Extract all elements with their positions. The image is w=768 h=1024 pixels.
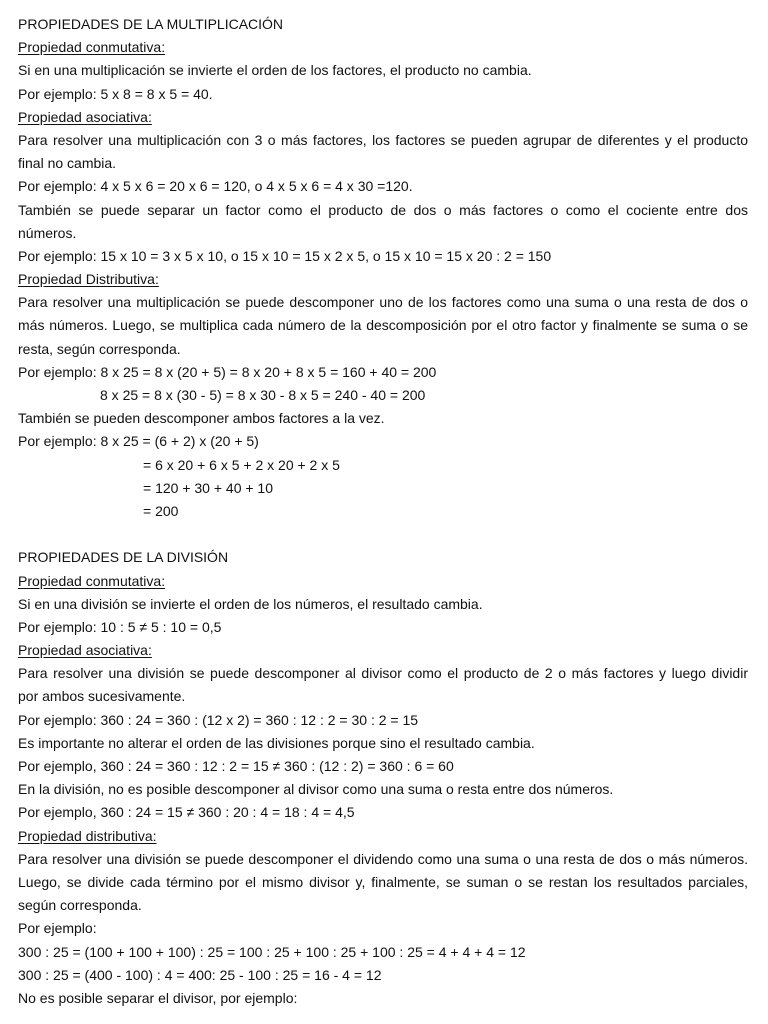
section-heading: PROPIEDADES DE LA MULTIPLICACIÓN <box>18 16 284 32</box>
paragraph-line: También se pueden descomponer ambos factores a la vez. <box>18 410 385 427</box>
division-section <box>18 546 748 1010</box>
property-title: Propiedad distributiva: <box>18 827 157 844</box>
example-line: Por ejemplo: 8 x 25 = (6 + 2) x (20 + 5) <box>18 433 259 450</box>
example-line: 300 : 25 = (400 - 100) : 4 = 400: 25 - 100 : 25 = 16 - 4 = 12 <box>18 966 382 983</box>
property-title: Propiedad asociativa: <box>18 642 152 659</box>
paragraph-line: por ambos sucesivamente. <box>18 688 186 705</box>
example-line: Por ejemplo: 15 x 10 = 3 x 5 x 10, o 15 x 10 = 15 x 2 x 5, o 15 x 10 = 15 x 20 : 2 = 150 <box>18 247 552 264</box>
example-line: Por ejemplo: 4 x 5 x 6 = 20 x 6 = 120, o 4 x 5 x 6 = 4 x 30 =120. <box>18 178 413 195</box>
example-line: Por ejemplo: 10 : 5 ≠ 5 : 10 = 0,5 <box>18 618 222 635</box>
property-title: Propiedad Distributiva: <box>18 271 159 288</box>
paragraph-line: Es importante no alterar el orden de las divisiones porque sino el resultado cambia. <box>18 734 535 751</box>
section-spacer <box>18 523 748 546</box>
document-page <box>18 13 748 1010</box>
example-step: = 6 x 20 + 6 x 5 + 2 x 20 + 2 x 5 <box>143 456 340 473</box>
example-step: = 120 + 30 + 40 + 10 <box>143 479 274 496</box>
example-line: Por ejemplo: 5 x 8 = 8 x 5 = 40. <box>18 85 213 102</box>
paragraph-line: Para resolver una multiplicación se puede descomponer uno de los factores como una suma o una resta de dos o <box>18 294 748 311</box>
paragraph-line: No es posible separar el divisor, por ejemplo: <box>18 989 298 1006</box>
property-title: Propiedad conmutativa: <box>18 572 166 589</box>
example-line: Por ejemplo: 360 : 24 = 360 : (12 x 2) = 360 : 12 : 2 = 30 : 2 = 15 <box>18 711 419 728</box>
paragraph-line: Luego, se divide cada término por el mismo divisor y, finalmente, se suman o se restan los resultados parciales, <box>18 873 748 890</box>
example-step: = 200 <box>143 502 179 519</box>
paragraph-line: final no cambia. <box>18 155 117 172</box>
example-line: Por ejemplo: <box>18 920 97 937</box>
multiplication-section <box>18 13 748 523</box>
paragraph-line: Para resolver una división se puede descomponer el dividendo como una suma o una resta de dos o más números. <box>18 850 748 867</box>
example-line: 300 : 25 = (100 + 100 + 100) : 25 = 100 : 25 + 100 : 25 + 100 : 25 = 4 + 4 + 4 = 12 <box>18 943 526 960</box>
section-heading: PROPIEDADES DE LA DIVISIÓN <box>18 549 229 566</box>
paragraph-line: resta, según corresponda. <box>18 340 181 357</box>
property-title: Propiedad conmutativa: <box>18 39 166 56</box>
paragraph-line: Para resolver una división se puede descomponer al divisor como el producto de 2 o más factores y luego dividir <box>18 665 748 682</box>
paragraph-line: según corresponda. <box>18 897 142 914</box>
paragraph-line: más números. Luego, se multiplica cada número de la descomposición por el otro factor y finalmente se suma o se <box>18 317 748 334</box>
property-title: Propiedad asociativa: <box>18 108 152 125</box>
paragraph-line: También se puede separar un factor como el producto de dos o más factores o como el cociente entre dos <box>18 201 748 218</box>
paragraph-line: En la división, no es posible descomponer al divisor como una suma o resta entre dos números. <box>18 781 614 798</box>
example-line: Por ejemplo: 8 x 25 = 8 x (20 + 5) = 8 x 20 + 8 x 5 = 160 + 40 = 200 <box>18 363 437 380</box>
example-line: 8 x 25 = 8 x (30 - 5) = 8 x 30 - 8 x 5 = 240 - 40 = 200 <box>100 387 426 403</box>
paragraph-line: Si en una división se invierte el orden de los números, el resultado cambia. <box>18 595 483 612</box>
example-line: Por ejemplo, 360 : 24 = 15 ≠ 360 : 20 : 4 = 18 : 4 = 4,5 <box>18 804 355 821</box>
paragraph-line: números. <box>18 224 77 241</box>
paragraph-line: Para resolver una multiplicación con 3 o más factores, los factores se pueden agrupar de diferentes y el producto <box>18 131 748 148</box>
example-line: Por ejemplo, 360 : 24 = 360 : 12 : 2 = 15 ≠ 360 : (12 : 2) = 360 : 6 = 60 <box>18 758 454 774</box>
paragraph-line: Si en una multiplicación se invierte el orden de los factores, el producto no cambia. <box>18 62 532 79</box>
